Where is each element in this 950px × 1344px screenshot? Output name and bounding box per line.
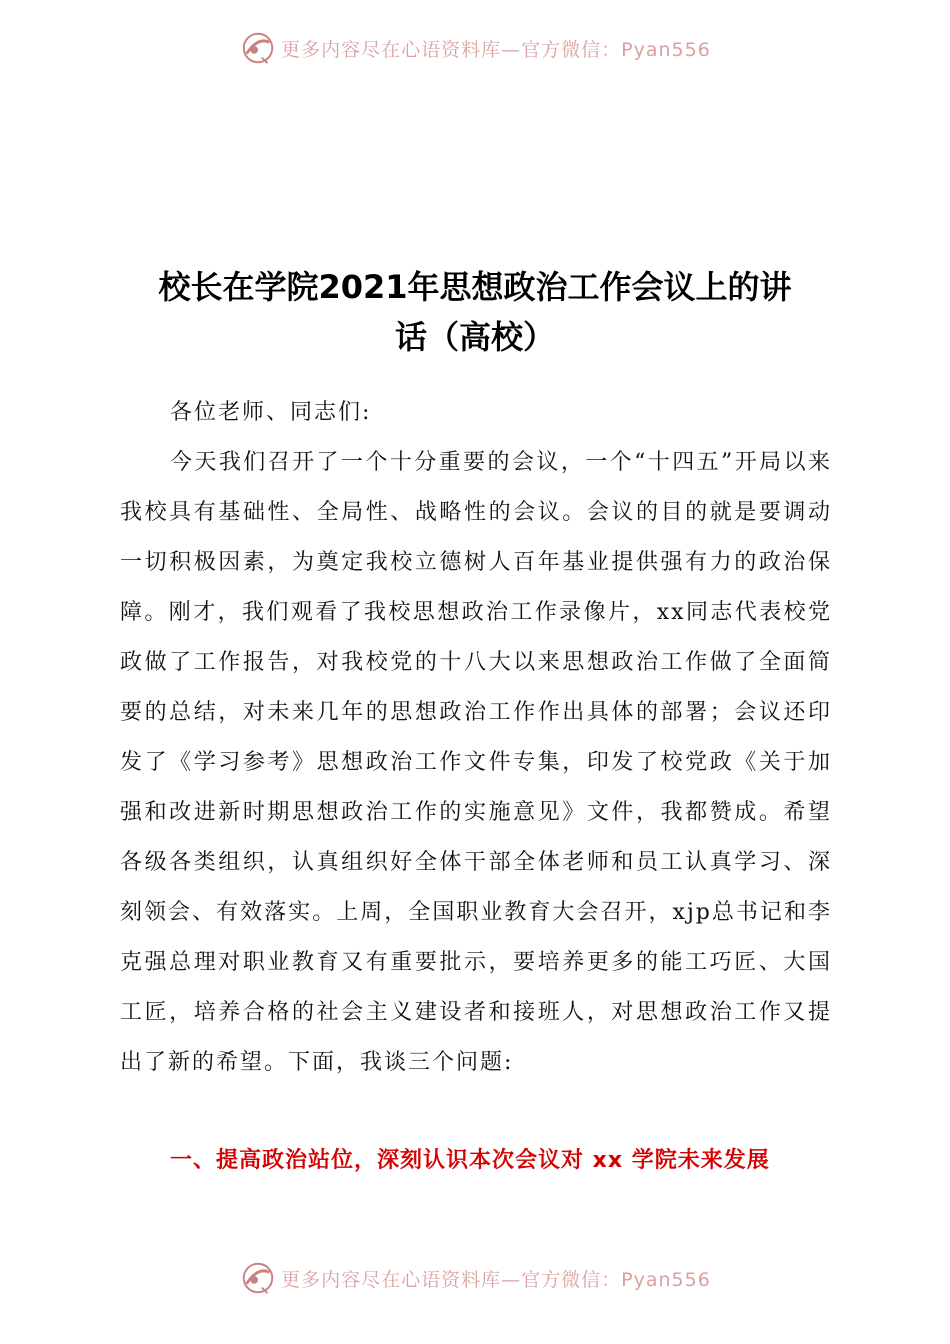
watermark-wechat-id: Pyan556: [621, 38, 711, 61]
footer-watermark: [0, 1258, 950, 1298]
body-paragraph-1: 今天我们召开了一个十分重要的会议，一个“十四五”开局以来我校具有基础性、全局性、战略性的会议。会议的目的就是要调动一切积极因素，为奠定我校立德树人百年基业提供强有力的政治保障。刚才，我们观看了我校思想政治工作录像片，xx同志代表校党政做了工作报告，对我校党的十八大以来思想政治工作做了全面简要的总结，对未来几年的思想政治工作作出具体的部署；会议还印发了《学习参考》思想政治工作文件专集，印发了校党政《关于加强和改进新时期思想政治工作的实施意见》文件，我都赞成。希望各级各类组织，认真组织好全体干部全体老师和员工认真学习、深刻领会、有效落实。上周，全国职业教育大会召开，xjp总书记和李克强总理对职业教育又有重要批示，要培养更多的能工巧匠、大国工匠，培养合格的社会主义建设者和接班人，对思想政治工作又提出了新的希望。下面，我谈三个问题:: [120, 450, 832, 1075]
header-watermark: [0, 28, 950, 68]
watermark-text: [281, 1265, 711, 1292]
sun-logo-icon: [239, 1259, 277, 1297]
sun-logo-icon: [239, 29, 277, 67]
greeting: 各位老师、同志们:: [170, 400, 372, 425]
document-title-line1: 校长在学院2021年思想政治工作会议上的讲: [158, 268, 792, 306]
watermark-brand: 更多内容尽在心语资料库—官方微信：: [281, 38, 622, 61]
watermark-brand: 更多内容尽在心语资料库—官方微信：: [281, 1268, 622, 1291]
document-title-line2: 话（高校）: [394, 318, 555, 356]
watermark-text: [281, 35, 711, 62]
watermark-wechat-id: Pyan556: [621, 1268, 711, 1291]
section-heading-1: 一、提高政治站位，深刻认识本次会议对 xx 学院未来发展: [170, 1148, 770, 1173]
